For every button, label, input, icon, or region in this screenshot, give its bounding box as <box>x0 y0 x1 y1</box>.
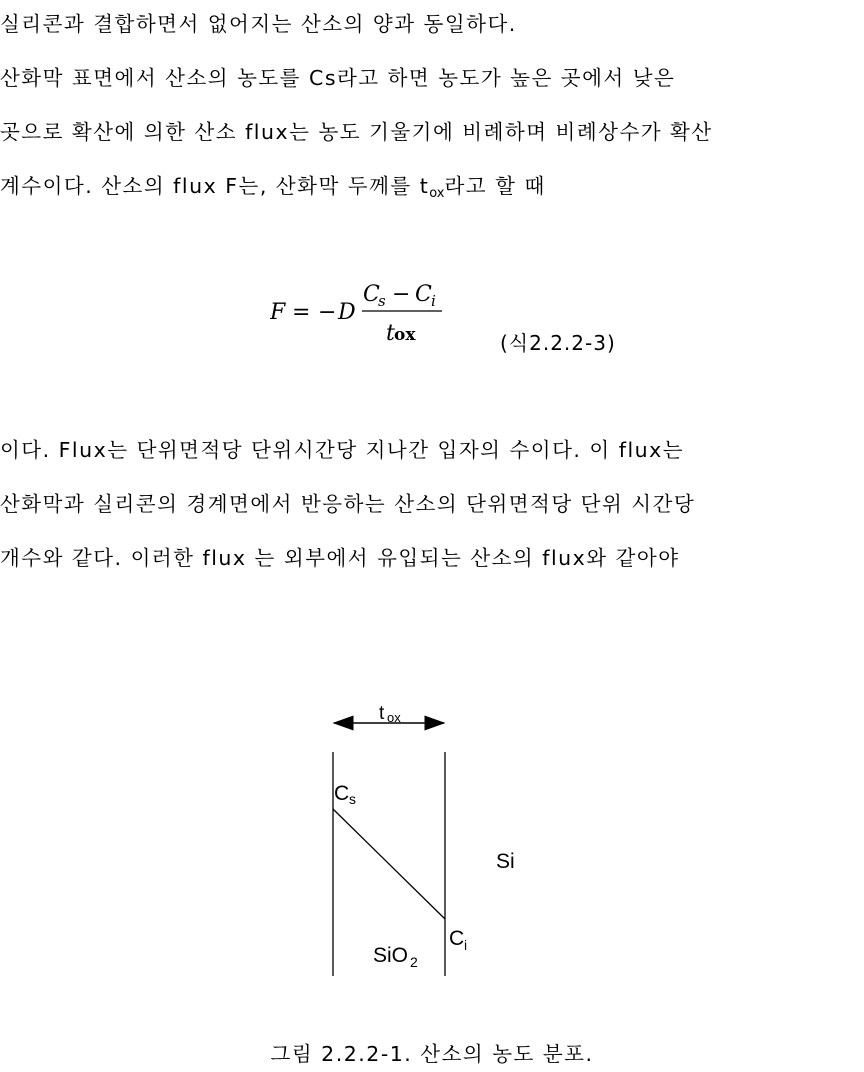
cs-label: C <box>334 782 350 805</box>
eq-den-t: t <box>386 321 395 346</box>
tox-label: t <box>379 703 385 724</box>
eq-equals: = <box>292 300 311 325</box>
eq-num-minus: − <box>392 282 411 307</box>
eq-num-s: s <box>378 292 386 310</box>
concentration-profile-line <box>333 809 445 919</box>
text-line-5: 이다. Flux는 단위면적당 단위시간당 지나간 입자의 수이다. 이 flux는 <box>0 438 685 462</box>
eq-num-c2: C <box>415 282 432 307</box>
si-region-label: Si <box>496 850 515 873</box>
eq-den-ox: ox <box>394 325 416 345</box>
text-line-1: 실리콘과 결합하면서 없어지는 산소의 양과 동일하다. <box>0 12 517 36</box>
ci-label: C <box>449 927 465 950</box>
tox-subscript: ox <box>429 186 445 201</box>
eq-lhs: F <box>270 300 286 325</box>
eq-num-i: i <box>431 292 436 310</box>
equation-number: (식2.2.2-3) <box>500 331 616 355</box>
text-line-6: 산화막과 실리콘의 경계면에서 반응하는 산소의 단위면적당 단위 시간당 <box>0 492 696 516</box>
figure-caption: 그림 2.2.2-1. 산소의 농도 분포. <box>270 1042 594 1066</box>
text-line-4-before: 계수이다. 산소의 flux F는, 산화막 두께를 t <box>0 174 430 198</box>
sio2-region-label-sub: 2 <box>410 954 418 970</box>
cs-label-sub: s <box>349 791 356 807</box>
ci-label-sub: i <box>464 937 468 953</box>
sio2-region-label: SiO <box>373 944 409 967</box>
text-line-7: 개수와 같다. 이러한 flux 는 외부에서 유입되는 산소의 flux와 같아야 <box>0 546 680 570</box>
eq-num-c: C <box>363 282 380 307</box>
eq-minus: − <box>318 300 337 325</box>
text-line-4-after: 라고 할 때 <box>444 174 546 198</box>
text-line-2: 산화막 표면에서 산소의 농도를 Cs라고 하면 농도가 높은 곳에서 낮은 <box>0 66 676 90</box>
text-line-3: 곳으로 확산에 의한 산소 flux는 농도 기울기에 비례하며 비례상수가 확산 <box>0 120 713 144</box>
tox-label-sub: ox <box>387 710 401 725</box>
eq-coef: D <box>338 300 356 325</box>
